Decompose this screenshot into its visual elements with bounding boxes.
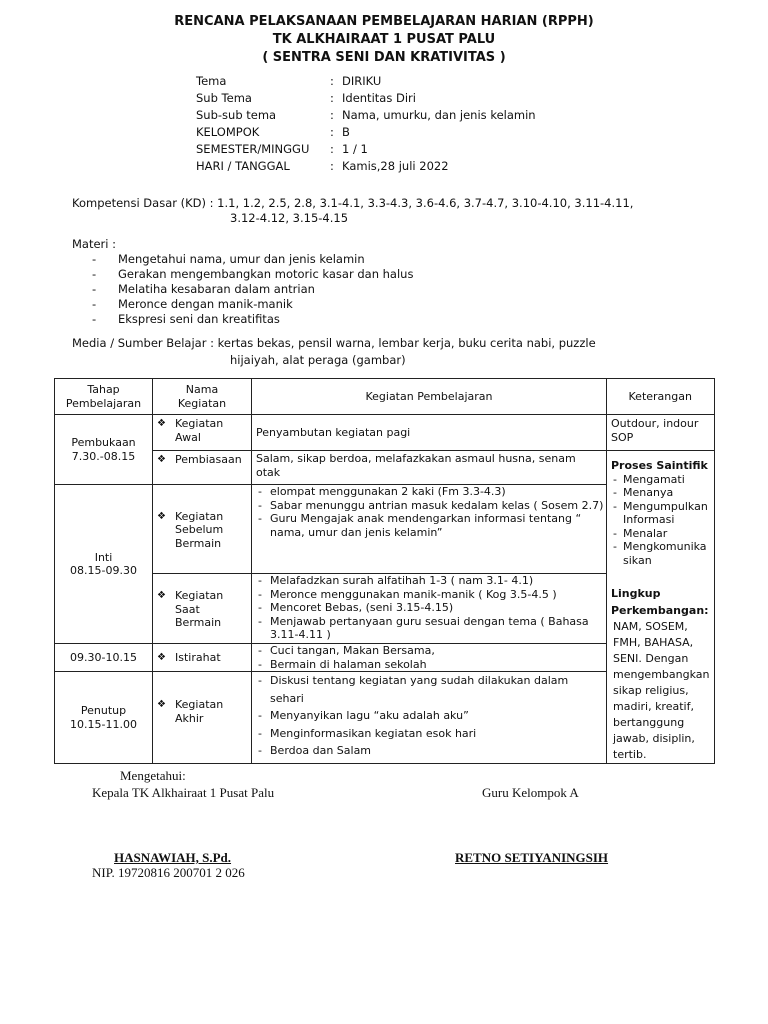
kd-line-2: 3.12-4.12, 3.15-4.15 xyxy=(230,211,349,225)
kepala-label: Kepala TK Alkhairaat 1 Pusat Palu xyxy=(92,785,275,800)
info-value-tema: DIRIKU xyxy=(342,74,382,88)
proses-title: Proses Saintifik xyxy=(611,459,708,472)
content-istirahat xyxy=(252,644,607,672)
kd-line-1: Kompetensi Dasar (KD) : 1.1, 1.2, 2.5, 2.8, 3.1-4.1, 3.3-4.3, 3.6-4.6, 3.7-4.7, 3.10-4.10, 3.11-4.11, xyxy=(72,196,634,210)
list-item: - Mencoret Bebas, (seni 3.15-4.15) xyxy=(252,601,606,615)
materi-item: Gerakan mengembangkan motoric kasar dan halus xyxy=(118,267,414,281)
media-line-2: hijaiyah, alat peraga (gambar) xyxy=(230,353,406,367)
activity-name: Kegiatan Sebelum Bermain xyxy=(175,509,224,550)
ket-column xyxy=(607,451,715,764)
list-item: - Menjawab pertanyaan guru sesuai dengan tema ( Bahasa 3.11-4.11 ) xyxy=(252,615,606,642)
info-value-hari: Kamis,28 juli 2022 xyxy=(342,159,449,173)
ket-awal: Outdour, indour SOP xyxy=(607,415,715,451)
dash-icon: - xyxy=(92,267,97,281)
info-value-kelompok: B xyxy=(342,125,350,139)
media-line-1: Media / Sumber Belajar : kertas bekas, pensil warna, lembar kerja, buku cerita nabi, puzzle xyxy=(72,336,596,350)
content-pembiasaan: Salam, sikap berdoa, melafazkakan asmaul husna, senam otak xyxy=(252,451,607,485)
activity-istirahat xyxy=(153,644,252,672)
list-item: - Sabar menunggu antrian masuk kedalam kelas ( Sosem 2.7) xyxy=(252,499,606,513)
kepala-name: HASNAWIAH, S.Pd. xyxy=(114,850,232,865)
diamond-bullet-icon: ❖ xyxy=(157,510,166,522)
activity-name: Kegiatan Awal xyxy=(175,417,224,444)
stage-istirahat-time: 09.30-10.15 xyxy=(55,644,153,672)
diamond-bullet-icon: ❖ xyxy=(157,454,166,465)
diamond-bullet-icon: ❖ xyxy=(157,651,166,663)
dash-icon: - xyxy=(92,297,97,311)
dash-icon: - xyxy=(92,282,97,296)
mengetahui-label: Mengetahui: xyxy=(120,768,186,783)
table-row xyxy=(55,451,715,485)
materi-item: Melatiha kesabaran dalam antrian xyxy=(118,282,315,296)
list-item: - Cuci tangan, Makan Bersama, xyxy=(252,644,606,658)
activity-name: Pembiasaan xyxy=(175,453,242,466)
doc-title: RENCANA PELAKSANAAN PEMBELAJARAN HARIAN (RPPH) xyxy=(174,14,594,29)
lingkup-text: NAM, SOSEM, FMH, BAHASA, SENI. Dengan mengembangkan sikap religius, madiri, kreatif, bertanggung jawab, disiplin, tertib. xyxy=(613,620,710,761)
header-tahap-text: Tahap Pembelajaran xyxy=(65,383,142,410)
stage-label: Pembukaan xyxy=(71,436,136,449)
info-label-kelompok: KELOMPOK xyxy=(196,125,260,139)
info-sep: : xyxy=(330,108,334,122)
proses-item: - Mengumpulkan Informasi xyxy=(611,500,710,527)
proses-list xyxy=(611,473,710,568)
activity-saat xyxy=(153,574,252,644)
info-value-semester: 1 / 1 xyxy=(342,142,368,156)
header-tahap xyxy=(55,379,153,415)
stage-inti xyxy=(55,485,153,644)
content-awal: Penyambutan kegiatan pagi xyxy=(252,415,607,451)
diamond-bullet-icon: ❖ xyxy=(157,699,166,710)
table-header-row xyxy=(55,379,715,415)
info-value-subsubtema: Nama, umurku, dan jenis kelamin xyxy=(342,108,536,122)
proses-item: - Mengamati xyxy=(611,473,710,487)
diamond-bullet-icon: ❖ xyxy=(157,590,166,602)
proses-item: - Menanya xyxy=(611,486,710,500)
stage-label: Inti xyxy=(94,550,113,564)
sentra-title: ( SENTRA SENI DAN KRATIVITAS ) xyxy=(262,50,506,65)
header-nama xyxy=(153,379,252,415)
list-item: - Meronce menggunakan manik-manik ( Kog 3.5-4.5 ) xyxy=(252,588,606,602)
materi-item: Ekspresi seni dan kreatifitas xyxy=(118,312,280,326)
info-sep: : xyxy=(330,159,334,173)
materi-item: Meronce dengan manik-manik xyxy=(118,297,293,311)
list-item: - Menginformasikan kegiatan esok hari xyxy=(252,725,606,743)
info-label-semester: SEMESTER/MINGGU xyxy=(196,142,310,156)
info-sep: : xyxy=(330,142,334,156)
guru-name: RETNO SETIYANINGSIH xyxy=(455,850,609,865)
info-sep: : xyxy=(330,125,334,139)
school-name: TK ALKHAIRAAT 1 PUSAT PALU xyxy=(272,32,496,47)
info-label-tema: Tema xyxy=(196,74,227,88)
list-item: - Berdoa dan Salam xyxy=(252,742,606,760)
info-label-hari: HARI / TANGGAL xyxy=(196,159,290,173)
list-item: - Diskusi tentang kegiatan yang sudah dilakukan dalam sehari xyxy=(252,672,606,707)
kepala-nip: NIP. 19720816 200701 2 026 xyxy=(92,865,245,880)
materi-item: Mengetahui nama, umur dan jenis kelamin xyxy=(118,252,365,266)
info-label-subtema: Sub Tema xyxy=(196,91,252,105)
content-saat xyxy=(252,574,607,644)
dash-icon: - xyxy=(92,252,97,266)
list-item: - Menyanyikan lagu “aku adalah aku” xyxy=(252,707,606,725)
content-sebelum xyxy=(252,485,607,574)
rpp-table xyxy=(54,378,715,764)
table-row xyxy=(55,415,715,451)
header-keterangan: Keterangan xyxy=(607,379,715,415)
proses-item: - Mengkomunikasikan xyxy=(611,540,710,567)
info-label-subsubtema: Sub-sub tema xyxy=(196,108,277,122)
content-penutup xyxy=(252,672,607,764)
stage-label: Penutup xyxy=(80,704,127,717)
info-sep: : xyxy=(330,74,334,88)
info-sep: : xyxy=(330,91,334,105)
stage-pembukaan xyxy=(55,415,153,485)
proses-item: - Menalar xyxy=(611,527,710,541)
list-item: - elompat menggunakan 2 kaki (Fm 3.3-4.3) xyxy=(252,485,606,499)
stage-penutup xyxy=(55,672,153,764)
guru-label: Guru Kelompok A xyxy=(482,785,579,800)
stage-time: 10.15-11.00 xyxy=(70,717,137,731)
stage-time: 08.15-09.30 xyxy=(70,564,137,577)
activity-name: Kegiatan Saat Bermain xyxy=(175,589,224,630)
dash-icon: - xyxy=(92,312,97,326)
activity-pembiasaan xyxy=(153,451,252,485)
list-item: - Guru Mengajak anak mendengarkan informasi tentang “ nama, umur dan jenis kelamin” xyxy=(252,512,606,539)
list-item: - Bermain di halaman sekolah xyxy=(252,658,606,672)
lingkup-title: Lingkup Perkembangan: xyxy=(611,587,709,617)
activity-name: Kegiatan Akhir xyxy=(175,698,224,725)
header-nama-text: Nama Kegiatan xyxy=(177,383,227,410)
list-item: - Melafadzkan surah alfatihah 1-3 ( nam 3.1- 4.1) xyxy=(252,574,606,588)
stage-time: 7.30.-08.15 xyxy=(71,449,136,463)
activity-akhir xyxy=(153,672,252,764)
materi-label: Materi : xyxy=(72,237,117,251)
activity-awal xyxy=(153,415,252,451)
activity-sebelum xyxy=(153,485,252,574)
header-kegiatan: Kegiatan Pembelajaran xyxy=(252,379,607,415)
activity-name: Istirahat xyxy=(175,650,221,664)
diamond-bullet-icon: ❖ xyxy=(157,418,166,429)
info-value-subtema: Identitas Diri xyxy=(342,91,416,105)
